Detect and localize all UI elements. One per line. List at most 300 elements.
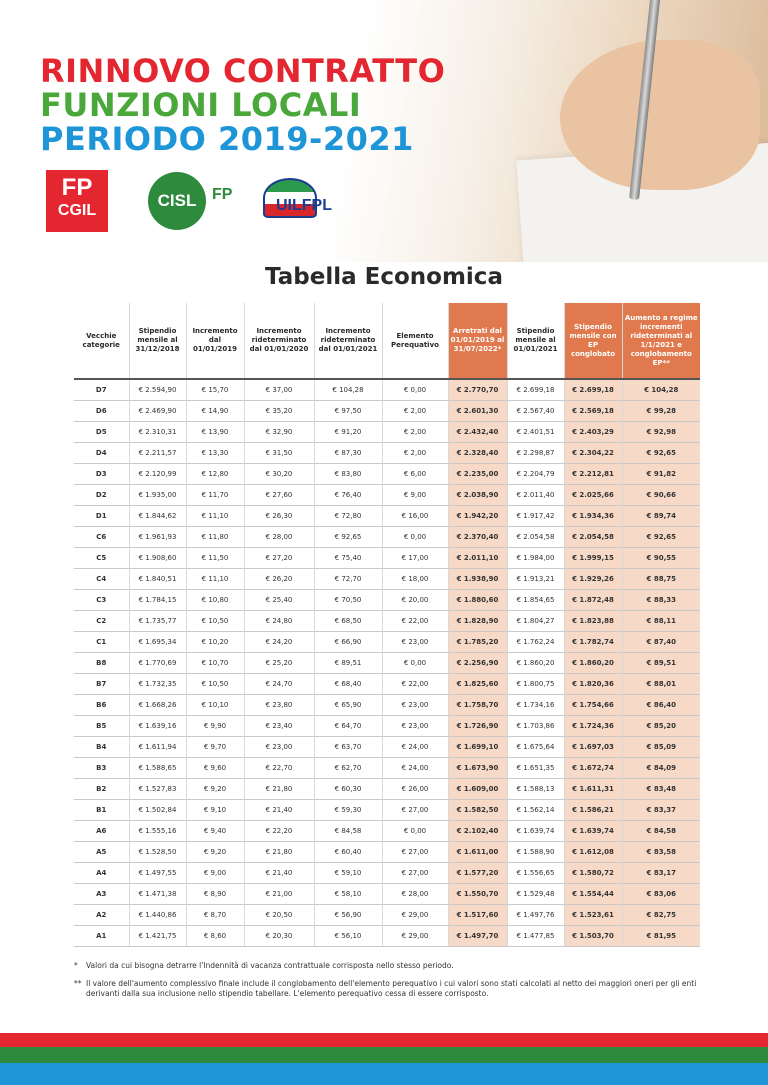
column-header: Stipendio mensile al 31/12/2018	[129, 303, 186, 379]
value-cell: € 62,70	[314, 757, 382, 778]
value-cell: € 21,40	[244, 799, 314, 820]
value-cell: € 26,30	[244, 505, 314, 526]
value-cell: € 90,55	[622, 547, 700, 568]
category-cell: B1	[74, 799, 129, 820]
value-cell: € 1.999,15	[564, 547, 622, 568]
value-cell: € 2.328,40	[448, 442, 507, 463]
value-cell: € 27,20	[244, 547, 314, 568]
column-header: Incremento rideterminato dal 01/01/2021	[314, 303, 382, 379]
column-header: Stipendio mensile con EP conglobato	[564, 303, 622, 379]
value-cell: € 9,20	[186, 841, 244, 862]
value-cell: € 20,00	[382, 589, 448, 610]
value-cell: € 26,20	[244, 568, 314, 589]
value-cell: € 2.102,40	[448, 820, 507, 841]
category-cell: C6	[74, 526, 129, 547]
table-row	[74, 778, 700, 799]
value-cell: € 104,28	[622, 379, 700, 400]
value-cell: € 1.984,00	[507, 547, 564, 568]
value-cell: € 13,30	[186, 442, 244, 463]
blue-stripe	[0, 1063, 768, 1085]
category-cell: A2	[74, 904, 129, 925]
value-cell: € 21,00	[244, 883, 314, 904]
value-cell: € 8,70	[186, 904, 244, 925]
value-cell: € 1.477,85	[507, 925, 564, 946]
value-cell: € 2.699,18	[564, 379, 622, 400]
value-cell: € 88,11	[622, 610, 700, 631]
category-cell: B7	[74, 673, 129, 694]
value-cell: € 90,66	[622, 484, 700, 505]
value-cell: € 29,00	[382, 925, 448, 946]
uilfpl-logo: UILFPL	[276, 197, 332, 214]
value-cell: € 1.555,16	[129, 820, 186, 841]
footnote-text: Il valore dell'aumento complessivo finale include il conglobamento dell'elemento perequativo i cui valori sono stati calcolati al netto dei maggiori oneri per gli enti derivanti dalla sua inclusione nello stipendio tabellare. L'elemento perequativo cessa di essere corrisposto.	[86, 979, 697, 998]
value-cell: € 27,00	[382, 799, 448, 820]
value-cell: € 1.942,20	[448, 505, 507, 526]
value-cell: € 11,10	[186, 568, 244, 589]
value-cell: € 1.550,70	[448, 883, 507, 904]
value-cell: € 2.304,22	[564, 442, 622, 463]
value-cell: € 88,33	[622, 589, 700, 610]
value-cell: € 1.917,42	[507, 505, 564, 526]
value-cell: € 1.611,94	[129, 736, 186, 757]
value-cell: € 2.204,79	[507, 463, 564, 484]
category-cell: A3	[74, 883, 129, 904]
value-cell: € 92,98	[622, 421, 700, 442]
value-cell: € 72,80	[314, 505, 382, 526]
value-cell: € 1.673,90	[448, 757, 507, 778]
value-cell: € 9,10	[186, 799, 244, 820]
value-cell: € 9,40	[186, 820, 244, 841]
footnote-2	[74, 979, 700, 999]
value-cell: € 84,58	[622, 820, 700, 841]
column-header: Vecchie categorie	[82, 331, 120, 349]
value-cell: € 72,70	[314, 568, 382, 589]
fp-cgil-logo	[46, 170, 108, 232]
value-cell: € 1.502,84	[129, 799, 186, 820]
value-cell: € 1.961,93	[129, 526, 186, 547]
value-cell: € 22,00	[382, 673, 448, 694]
value-cell: € 1.697,03	[564, 736, 622, 757]
value-cell: € 1.880,60	[448, 589, 507, 610]
value-cell: € 56,10	[314, 925, 382, 946]
value-cell: € 1.588,65	[129, 757, 186, 778]
value-cell: € 88,01	[622, 673, 700, 694]
column-header: Incremento rideterminato dal 01/01/2020	[244, 303, 314, 379]
value-cell: € 83,58	[622, 841, 700, 862]
category-cell: D4	[74, 442, 129, 463]
value-cell: € 13,90	[186, 421, 244, 442]
table-row	[74, 715, 700, 736]
column-header: Aumento a regime incrementi rideterminati al 1/1/2021 e conglobamento EP**	[622, 303, 700, 379]
value-cell: € 2.211,57	[129, 442, 186, 463]
value-cell: € 1.828,90	[448, 610, 507, 631]
value-cell: € 66,90	[314, 631, 382, 652]
value-cell: € 84,58	[314, 820, 382, 841]
value-cell: € 24,20	[244, 631, 314, 652]
value-cell: € 1.497,55	[129, 862, 186, 883]
value-cell: € 88,75	[622, 568, 700, 589]
value-cell: € 1.935,00	[129, 484, 186, 505]
value-cell: € 83,80	[314, 463, 382, 484]
value-cell: € 1.735,77	[129, 610, 186, 631]
value-cell: € 0,00	[382, 526, 448, 547]
table-row	[74, 694, 700, 715]
value-cell: € 2,00	[382, 442, 448, 463]
table-row	[74, 421, 700, 442]
value-cell: € 1.612,08	[564, 841, 622, 862]
value-cell: € 83,48	[622, 778, 700, 799]
value-cell: € 30,20	[244, 463, 314, 484]
value-cell: € 2.432,40	[448, 421, 507, 442]
value-cell: € 91,82	[622, 463, 700, 484]
category-cell: D6	[74, 400, 129, 421]
value-cell: € 1.497,70	[448, 925, 507, 946]
value-cell: € 10,20	[186, 631, 244, 652]
value-cell: € 1.782,74	[564, 631, 622, 652]
value-cell: € 24,00	[382, 736, 448, 757]
value-cell: € 22,20	[244, 820, 314, 841]
column-header: Arretrati dal 01/01/2019 al 31/07/2022*	[448, 303, 507, 379]
value-cell: € 63,70	[314, 736, 382, 757]
value-cell: € 1.588,90	[507, 841, 564, 862]
value-cell: € 20,50	[244, 904, 314, 925]
value-cell: € 2.054,58	[564, 526, 622, 547]
value-cell: € 89,51	[622, 652, 700, 673]
value-cell: € 9,70	[186, 736, 244, 757]
category-cell: B4	[74, 736, 129, 757]
bottom-stripes	[0, 1033, 768, 1085]
value-cell: € 89,74	[622, 505, 700, 526]
value-cell: € 2.011,40	[507, 484, 564, 505]
value-cell: € 1.527,83	[129, 778, 186, 799]
value-cell: € 1.577,20	[448, 862, 507, 883]
value-cell: € 1.440,86	[129, 904, 186, 925]
value-cell: € 1.872,48	[564, 589, 622, 610]
value-cell: € 2.699,18	[507, 379, 564, 400]
table-row	[74, 547, 700, 568]
value-cell: € 2.601,30	[448, 400, 507, 421]
value-cell: € 21,40	[244, 862, 314, 883]
value-cell: € 1.611,31	[564, 778, 622, 799]
table-row	[74, 862, 700, 883]
value-cell: € 68,40	[314, 673, 382, 694]
value-cell: € 2.770,70	[448, 379, 507, 400]
value-cell: € 2.403,29	[564, 421, 622, 442]
value-cell: € 11,50	[186, 547, 244, 568]
value-cell: € 59,10	[314, 862, 382, 883]
value-cell: € 1.913,21	[507, 568, 564, 589]
value-cell: € 1.695,34	[129, 631, 186, 652]
category-cell: D1	[74, 505, 129, 526]
value-cell: € 2.469,90	[129, 400, 186, 421]
value-cell: € 2.054,58	[507, 526, 564, 547]
value-cell: € 1.908,60	[129, 547, 186, 568]
value-cell: € 2.298,87	[507, 442, 564, 463]
value-cell: € 1.844,62	[129, 505, 186, 526]
value-cell: € 27,00	[382, 862, 448, 883]
value-cell: € 8,60	[186, 925, 244, 946]
table-row	[74, 757, 700, 778]
title-line-3: PERIODO 2019-2021	[40, 120, 414, 158]
value-cell: € 24,80	[244, 610, 314, 631]
table-row	[74, 526, 700, 547]
value-cell: € 83,17	[622, 862, 700, 883]
value-cell: € 2,00	[382, 421, 448, 442]
value-cell: € 85,20	[622, 715, 700, 736]
value-cell: € 2.370,40	[448, 526, 507, 547]
category-cell: B8	[74, 652, 129, 673]
value-cell: € 70,50	[314, 589, 382, 610]
value-cell: € 86,40	[622, 694, 700, 715]
value-cell: € 23,00	[382, 715, 448, 736]
table-row	[74, 883, 700, 904]
value-cell: € 17,00	[382, 547, 448, 568]
value-cell: € 1.523,61	[564, 904, 622, 925]
footnote-1	[74, 961, 700, 971]
table-row	[74, 505, 700, 526]
value-cell: € 25,40	[244, 589, 314, 610]
value-cell: € 8,90	[186, 883, 244, 904]
value-cell: € 23,80	[244, 694, 314, 715]
value-cell: € 1.758,70	[448, 694, 507, 715]
table-row	[74, 673, 700, 694]
value-cell: € 65,90	[314, 694, 382, 715]
value-cell: € 6,00	[382, 463, 448, 484]
table-row	[74, 799, 700, 820]
table-row	[74, 379, 700, 400]
category-cell: A4	[74, 862, 129, 883]
value-cell: € 9,60	[186, 757, 244, 778]
value-cell: € 1.639,16	[129, 715, 186, 736]
value-cell: € 2.310,31	[129, 421, 186, 442]
table-row	[74, 400, 700, 421]
value-cell: € 14,90	[186, 400, 244, 421]
value-cell: € 11,10	[186, 505, 244, 526]
value-cell: € 1.823,88	[564, 610, 622, 631]
value-cell: € 2.120,99	[129, 463, 186, 484]
value-cell: € 28,00	[244, 526, 314, 547]
value-cell: € 83,37	[622, 799, 700, 820]
value-cell: € 97,50	[314, 400, 382, 421]
value-cell: € 1.762,24	[507, 631, 564, 652]
value-cell: € 1.699,10	[448, 736, 507, 757]
value-cell: € 1.503,70	[564, 925, 622, 946]
value-cell: € 35,20	[244, 400, 314, 421]
value-cell: € 1.938,90	[448, 568, 507, 589]
value-cell: € 85,09	[622, 736, 700, 757]
value-cell: € 1.580,72	[564, 862, 622, 883]
value-cell: € 1.820,36	[564, 673, 622, 694]
value-cell: € 1.675,64	[507, 736, 564, 757]
value-cell: € 1.726,90	[448, 715, 507, 736]
value-cell: € 2.401,51	[507, 421, 564, 442]
value-cell: € 1.800,75	[507, 673, 564, 694]
value-cell: € 0,00	[382, 379, 448, 400]
value-cell: € 2.569,18	[564, 400, 622, 421]
table-row	[74, 820, 700, 841]
value-cell: € 9,00	[186, 862, 244, 883]
value-cell: € 89,51	[314, 652, 382, 673]
table-row	[74, 904, 700, 925]
value-cell: € 24,00	[382, 757, 448, 778]
value-cell: € 26,00	[382, 778, 448, 799]
table-row	[74, 610, 700, 631]
value-cell: € 68,50	[314, 610, 382, 631]
table-row	[74, 568, 700, 589]
fp-cgil-logo-fp: FP	[61, 174, 93, 201]
value-cell: € 23,40	[244, 715, 314, 736]
value-cell: € 29,00	[382, 904, 448, 925]
category-cell: C2	[74, 610, 129, 631]
value-cell: € 10,50	[186, 610, 244, 631]
value-cell: € 1.734,16	[507, 694, 564, 715]
category-cell: D7	[74, 379, 129, 400]
value-cell: € 22,00	[382, 610, 448, 631]
table-row	[74, 736, 700, 757]
category-cell: C4	[74, 568, 129, 589]
value-cell: € 1.639,74	[564, 820, 622, 841]
value-cell: € 2.235,00	[448, 463, 507, 484]
value-cell: € 1.554,44	[564, 883, 622, 904]
value-cell: € 11,70	[186, 484, 244, 505]
value-cell: € 2.567,40	[507, 400, 564, 421]
value-cell: € 1.732,35	[129, 673, 186, 694]
table-row	[74, 841, 700, 862]
value-cell: € 1.929,26	[564, 568, 622, 589]
value-cell: € 1.785,20	[448, 631, 507, 652]
value-cell: € 18,00	[382, 568, 448, 589]
value-cell: € 75,40	[314, 547, 382, 568]
value-cell: € 1.497,76	[507, 904, 564, 925]
value-cell: € 9,00	[382, 484, 448, 505]
value-cell: € 1.421,75	[129, 925, 186, 946]
value-cell: € 2.212,81	[564, 463, 622, 484]
value-cell: € 37,00	[244, 379, 314, 400]
value-cell: € 11,80	[186, 526, 244, 547]
value-cell: € 1.804,27	[507, 610, 564, 631]
value-cell: € 91,20	[314, 421, 382, 442]
value-cell: € 23,00	[244, 736, 314, 757]
value-cell: € 9,90	[186, 715, 244, 736]
value-cell: € 84,09	[622, 757, 700, 778]
title-line-2: FUNZIONI LOCALI	[40, 86, 362, 124]
value-cell: € 10,10	[186, 694, 244, 715]
value-cell: € 82,75	[622, 904, 700, 925]
value-cell: € 1.860,20	[564, 652, 622, 673]
table-row	[74, 925, 700, 946]
value-cell: € 23,00	[382, 694, 448, 715]
category-cell: B2	[74, 778, 129, 799]
value-cell: € 22,70	[244, 757, 314, 778]
value-cell: € 1.770,69	[129, 652, 186, 673]
value-cell: € 31,50	[244, 442, 314, 463]
green-stripe	[0, 1047, 768, 1063]
value-cell: € 1.639,74	[507, 820, 564, 841]
value-cell: € 1.672,74	[564, 757, 622, 778]
value-cell: € 1.854,65	[507, 589, 564, 610]
column-header: Elemento Perequativo	[382, 303, 448, 379]
value-cell: € 32,90	[244, 421, 314, 442]
value-cell: € 28,00	[382, 883, 448, 904]
value-cell: € 9,20	[186, 778, 244, 799]
value-cell: € 10,70	[186, 652, 244, 673]
category-cell: C1	[74, 631, 129, 652]
value-cell: € 1.703,86	[507, 715, 564, 736]
value-cell: € 27,60	[244, 484, 314, 505]
category-cell: C3	[74, 589, 129, 610]
value-cell: € 2,00	[382, 400, 448, 421]
value-cell: € 1.784,15	[129, 589, 186, 610]
value-cell: € 10,50	[186, 673, 244, 694]
value-cell: € 59,30	[314, 799, 382, 820]
value-cell: € 1.586,21	[564, 799, 622, 820]
value-cell: € 12,80	[186, 463, 244, 484]
value-cell: € 83,06	[622, 883, 700, 904]
category-cell: B3	[74, 757, 129, 778]
value-cell: € 58,10	[314, 883, 382, 904]
value-cell: € 81,95	[622, 925, 700, 946]
title-line-1: RINNOVO CONTRATTO	[40, 52, 446, 90]
table-row	[74, 652, 700, 673]
value-cell: € 1.724,36	[564, 715, 622, 736]
table-header-row	[74, 303, 700, 379]
value-cell: € 2.025,66	[564, 484, 622, 505]
economic-table	[74, 303, 700, 947]
footnote-marker: **	[74, 979, 82, 988]
footnotes	[74, 961, 700, 1007]
value-cell: € 60,40	[314, 841, 382, 862]
category-cell: A5	[74, 841, 129, 862]
value-cell: € 1.754,66	[564, 694, 622, 715]
value-cell: € 0,00	[382, 820, 448, 841]
cisl-fp-logo-text: FP	[212, 186, 233, 203]
table-body	[74, 379, 700, 946]
value-cell: € 87,40	[622, 631, 700, 652]
value-cell: € 76,40	[314, 484, 382, 505]
cisl-fp-logo: CISL	[148, 172, 206, 230]
value-cell: € 87,30	[314, 442, 382, 463]
value-cell: € 1.651,35	[507, 757, 564, 778]
value-cell: € 64,70	[314, 715, 382, 736]
category-cell: A6	[74, 820, 129, 841]
column-header: Incremento dal 01/01/2019	[186, 303, 244, 379]
table-title: Tabella Economica	[265, 264, 503, 290]
value-cell: € 1.588,13	[507, 778, 564, 799]
value-cell: € 60,30	[314, 778, 382, 799]
table-row	[74, 484, 700, 505]
category-cell: D2	[74, 484, 129, 505]
value-cell: € 104,28	[314, 379, 382, 400]
value-cell: € 1.471,38	[129, 883, 186, 904]
table-row	[74, 589, 700, 610]
value-cell: € 99,28	[622, 400, 700, 421]
red-stripe	[0, 1033, 768, 1047]
value-cell: € 1.668,26	[129, 694, 186, 715]
value-cell: € 24,70	[244, 673, 314, 694]
column-header: Stipendio mensile al 01/01/2021	[507, 303, 564, 379]
table-row	[74, 631, 700, 652]
fp-cgil-logo-cgil: CGIL	[57, 202, 97, 219]
value-cell: € 1.529,48	[507, 883, 564, 904]
category-cell: D5	[74, 421, 129, 442]
category-cell: B5	[74, 715, 129, 736]
footnote-marker: *	[74, 961, 78, 970]
hand-image	[560, 40, 760, 190]
value-cell: € 1.934,36	[564, 505, 622, 526]
value-cell: € 1.860,20	[507, 652, 564, 673]
value-cell: € 1.517,60	[448, 904, 507, 925]
value-cell: € 21,80	[244, 841, 314, 862]
